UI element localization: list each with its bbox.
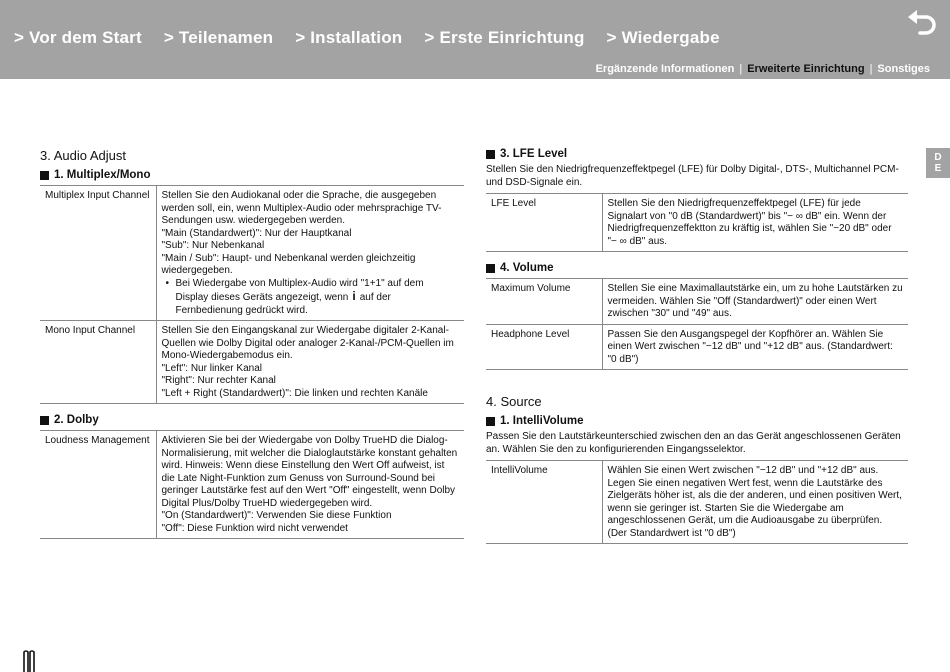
setting-description: Stellen Sie eine Maximallautstärke ein, um zu hohe Lautstärken zu vermeiden. Wählen Sie "Off (Standardwert)" oder einen Wert zwischen "30" und "49" aus.	[607, 283, 903, 319]
subsection-title-dolby	[40, 414, 464, 426]
spacer	[40, 404, 464, 414]
table-row	[486, 461, 908, 544]
lfe-table	[486, 193, 908, 252]
description-line: "Main (Standardwert)": Nur der Hauptkanal	[161, 227, 352, 239]
setting-description	[156, 321, 464, 404]
subnav-sonstiges[interactable]: Sonstiges	[877, 63, 930, 75]
top-bar	[0, 0, 950, 79]
nav-vor-dem-start[interactable]: > Vor dem Start	[14, 28, 142, 47]
setting-description	[156, 186, 464, 321]
return-arrow-icon[interactable]	[906, 10, 938, 36]
sub-nav	[596, 63, 930, 75]
setting-description: Passen Sie den Ausgangspegel der Kopfhörer an. Wählen Sie einen Wert zwischen "−12 dB" und "+12 dB" aus. (Standardwert: "0 dB")	[607, 328, 893, 365]
spacer	[486, 370, 908, 394]
language-tab	[926, 148, 950, 178]
subsection-description: Passen Sie den Lautstärkeunterschied zwischen den an das Gerät angeschlossenen Geräten an. Wählen Sie den zu konfigurierenden Eingangsselektor.	[486, 431, 901, 455]
square-bullet-icon	[40, 171, 49, 180]
note-text-pre: Bei Wiedergabe von Multiplex-Audio wird "1+1" auf dem Display dieses Geräts angezeigt, wenn	[175, 277, 424, 303]
volume-table	[486, 278, 908, 370]
note-text	[176, 278, 460, 318]
setting-description	[156, 431, 464, 539]
subnav-separator: |	[739, 63, 743, 75]
description-line: "Sub": Nur Nebenkanal	[161, 240, 265, 251]
setting-label: LFE Level	[486, 194, 602, 252]
description-line: Stellen Sie den Audiokanal oder die Sprache, die ausgegeben werden soll, ein, wenn Multiplex-Audio oder mehrsprachige TV-Sendungen usw. wiedergegeben werden.	[161, 190, 442, 226]
square-bullet-icon	[40, 416, 49, 425]
setting-label: IntelliVolume	[486, 461, 602, 544]
language-letter-2: E	[934, 163, 942, 174]
setting-description: Wählen Sie einen Wert zwischen "−12 dB" und "+12 dB" aus. Legen Sie einen negativen Wert fest, wenn die Lautstärke des Zielgeräts höher ist, als die der anderen, und einen positiven Wert, wenn sie geringer ist. Starten Sie die Wiedergabe am angeschlossenen Gerät, um die Audioausgabe zu überprüfen. (Der Standardwert ist "0 dB")	[607, 465, 902, 539]
setting-label: Multiplex Input Channel	[40, 186, 156, 321]
setting-label: Mono Input Channel	[40, 321, 156, 404]
bullet-dot-icon: •	[165, 277, 170, 289]
dolby-table	[40, 430, 464, 539]
square-bullet-icon	[486, 150, 495, 159]
page-corner-icon	[22, 648, 36, 672]
square-bullet-icon	[486, 417, 495, 426]
subnav-separator: |	[869, 63, 873, 75]
table-row	[486, 324, 908, 370]
multiplex-table	[40, 185, 464, 404]
description-line: "Off": Diese Funktion wird nicht verwendet	[161, 522, 348, 534]
description-line: "On (Standardwert)": Verwenden Sie diese Funktion	[161, 510, 392, 521]
setting-label: Headphone Level	[486, 324, 602, 370]
setting-description: Stellen Sie den Niedrigfrequenzeffektpegel (LFE) für jede Signalart von "0 dB (Standardwert)" bis "− ∞ dB" ein. Wenn der Niedrigfrequenzeffektton zu kräftig ist, wählen Sie "−20 dB" oder "− ∞ dB" aus.	[607, 198, 892, 247]
right-column	[486, 148, 908, 544]
section-title-audio-adjust: 3. Audio Adjust	[40, 148, 127, 163]
nav-installation[interactable]: > Installation	[295, 28, 403, 47]
table-row	[40, 186, 464, 321]
table-row	[40, 431, 464, 539]
subsection-title-text: 1. Multiplex/Mono	[54, 169, 151, 181]
subsection-title-multiplex	[40, 169, 464, 181]
subsection-title-text: 4. Volume	[500, 262, 554, 274]
description-line: "Left + Right (Standardwert)": Die linken und rechten Kanäle	[161, 387, 428, 399]
description-line: Aktivieren Sie bei der Wiedergabe von Dolby TrueHD die Dialog-Normalisierung, mit welcher die Dialoglautstärke konstant gehalten wird. Hinweis: Wenn diese Einstellung den Wert Off aufweist, ist die Late Night-Funktion zum Genuss von Surround-Sound bei geringer Lautstärke fest auf den Wert "Off" eingestellt, wenn Dolby Digital Plus/Dolby TrueHD wiedergegeben wird.	[161, 435, 458, 509]
subsection-title-text: 3. LFE Level	[500, 148, 568, 160]
subnav-erweiterte-einrichtung[interactable]: Erweiterte Einrichtung	[747, 63, 865, 75]
subsection-title-volume	[486, 262, 908, 274]
description-line: Stellen Sie den Eingangskanal zur Wiedergabe digitaler 2-Kanal-Quellen wie Dolby Digital oder analoger 2-Kanal-/PCM-Quellen im Mono-Wiedergabemodus ein.	[161, 325, 454, 361]
note-bullet	[162, 278, 460, 318]
nav-wiedergabe[interactable]: > Wiedergabe	[606, 28, 720, 47]
table-row	[486, 194, 908, 252]
left-column	[40, 148, 464, 539]
subsection-title-intellivolume	[486, 415, 908, 427]
nav-teilenamen[interactable]: > Teilenamen	[163, 28, 274, 47]
section-title-source: 4. Source	[486, 394, 542, 409]
note-text-post: auf der Fernbedienung gedrückt wird.	[175, 292, 391, 316]
table-row	[40, 321, 464, 404]
main-nav	[14, 28, 720, 48]
table-row	[486, 279, 908, 325]
description-line: "Left": Nur linker Kanal	[161, 362, 262, 374]
intellivolume-table	[486, 460, 908, 544]
info-icon: i	[352, 289, 356, 303]
spacer	[486, 252, 908, 262]
subsection-title-lfe	[486, 148, 908, 160]
setting-label: Loudness Management	[40, 431, 156, 539]
subsection-title-text: 2. Dolby	[54, 414, 99, 426]
setting-label: Maximum Volume	[486, 279, 602, 325]
nav-erste-einrichtung[interactable]: > Erste Einrichtung	[424, 28, 585, 47]
square-bullet-icon	[486, 264, 495, 273]
subsection-title-text: 1. IntelliVolume	[500, 415, 584, 427]
subnav-ergaenzende-informationen[interactable]: Ergänzende Informationen	[595, 63, 735, 75]
subsection-description: Stellen Sie den Niedrigfrequenzeffektpegel (LFE) für Dolby Digital-, DTS-, Multichannel PCM- und DSD-Signale ein.	[486, 164, 899, 188]
description-line: "Right": Nur rechter Kanal	[161, 375, 276, 386]
language-letter-1: D	[934, 152, 942, 163]
description-line: "Main / Sub": Haupt- und Nebenkanal werden gleichzeitig wiedergegeben.	[161, 252, 416, 276]
